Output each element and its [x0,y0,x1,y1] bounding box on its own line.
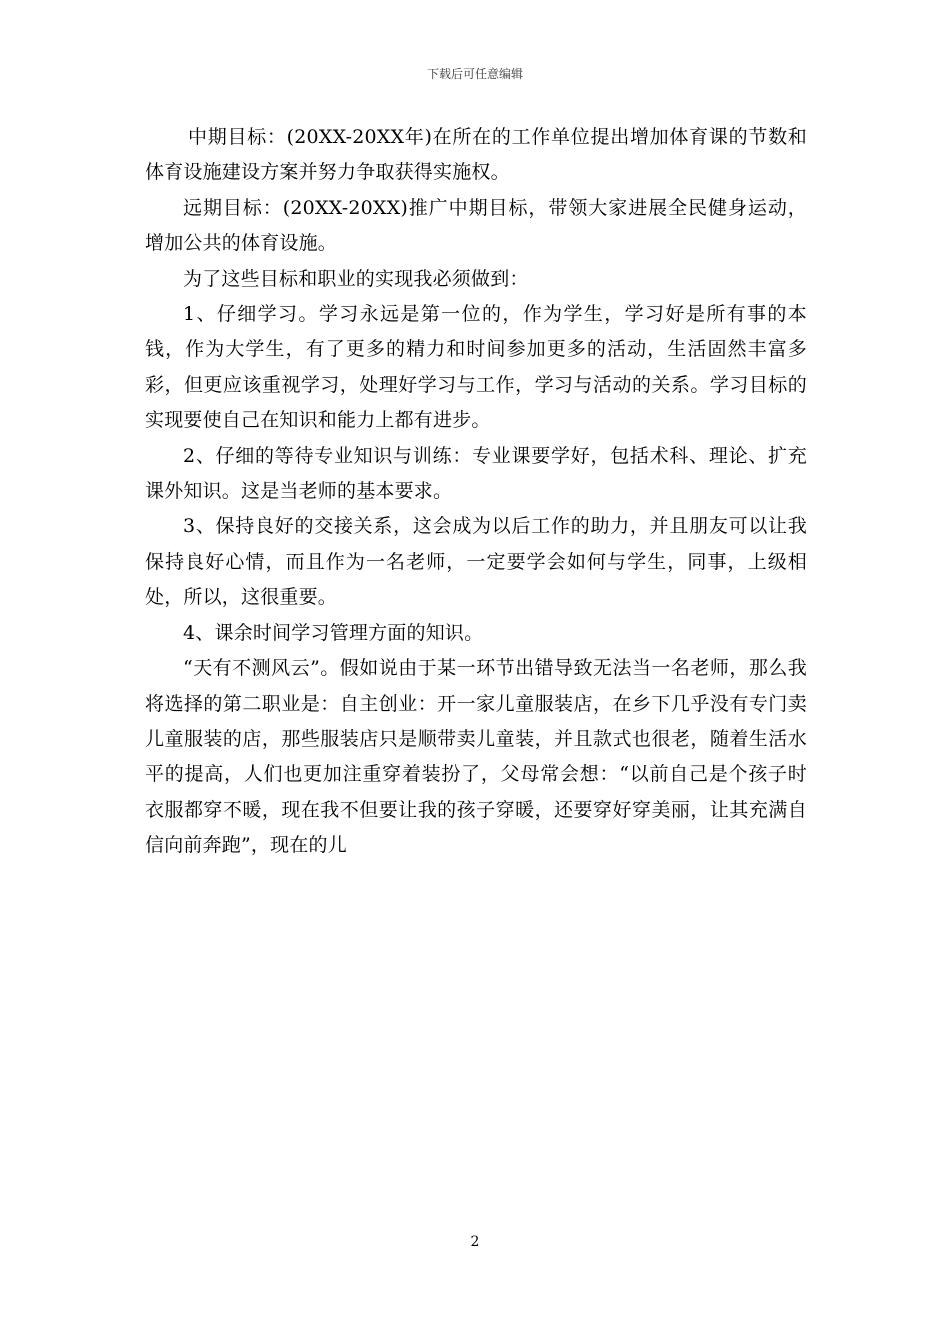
paragraph-requirements-intro: 为了这些目标和职业的实现我必须做到： [183,267,529,290]
paragraph-item-3: 3、保持良好的交接关系，这会成为以后工作的助力，并且朋友可以让我保持良好心情，而且作为一名老师，一定要学会如何与学生，同事，上级相处，所以，这很重要。 [145,515,807,609]
paragraph-item-1: 1、仔细学习。学习永远是第一位的，作为学生，学习好是所有事的本钱，作为大学生，有了更多的精力和时间参加更多的活动，生活固然丰富多彩，但更应该重视学习，处理好学习与工作，学习与活动的关系。学习目标的实现要使自己在知识和能力上都有进步。 [145,303,807,432]
paragraph-item-2: 2、仔细的等待专业知识与训练：专业课要学好，包括术科、理论、扩充课外知识。这是当老师的基本要求。 [145,444,807,503]
page-number: 2 [470,1234,480,1250]
header-note: 下载后可任意编辑 [426,67,523,81]
paragraph-item-4: 4、课余时间学习管理方面的知识。 [183,621,484,644]
paragraph-long-term-goal: 远期目标：(20XX-20XX)推广中期目标，带领大家进展全民健身运动，增加公共的体育设施。 [145,196,807,255]
paragraph-second-career: “天有不测风云”。假如说由于某一环节出错导致无法当一名老师，那么我将选择的第二职业是：自主创业：开一家儿童服装店，在乡下几乎没有专门卖儿童服装的店，那些服装店只是顺带卖儿童装，并且款式也很老，随着生活水平的提高，人们也更加注重穿着装扮了，父母常会想：“以前自己是个孩子时衣服都穿不暖，现在我不但要让我的孩子穿暖，还要穿好穿美丽，让其充满自信向前奔跑”，现在的儿 [145,657,807,857]
paragraph-mid-term-goal: 中期目标：(20XX-20XX年)在所在的工作单位提出增加体育课的节数和体育设施建设方案并努力争取获得实施权。 [145,126,807,184]
document-body [145,120,807,864]
